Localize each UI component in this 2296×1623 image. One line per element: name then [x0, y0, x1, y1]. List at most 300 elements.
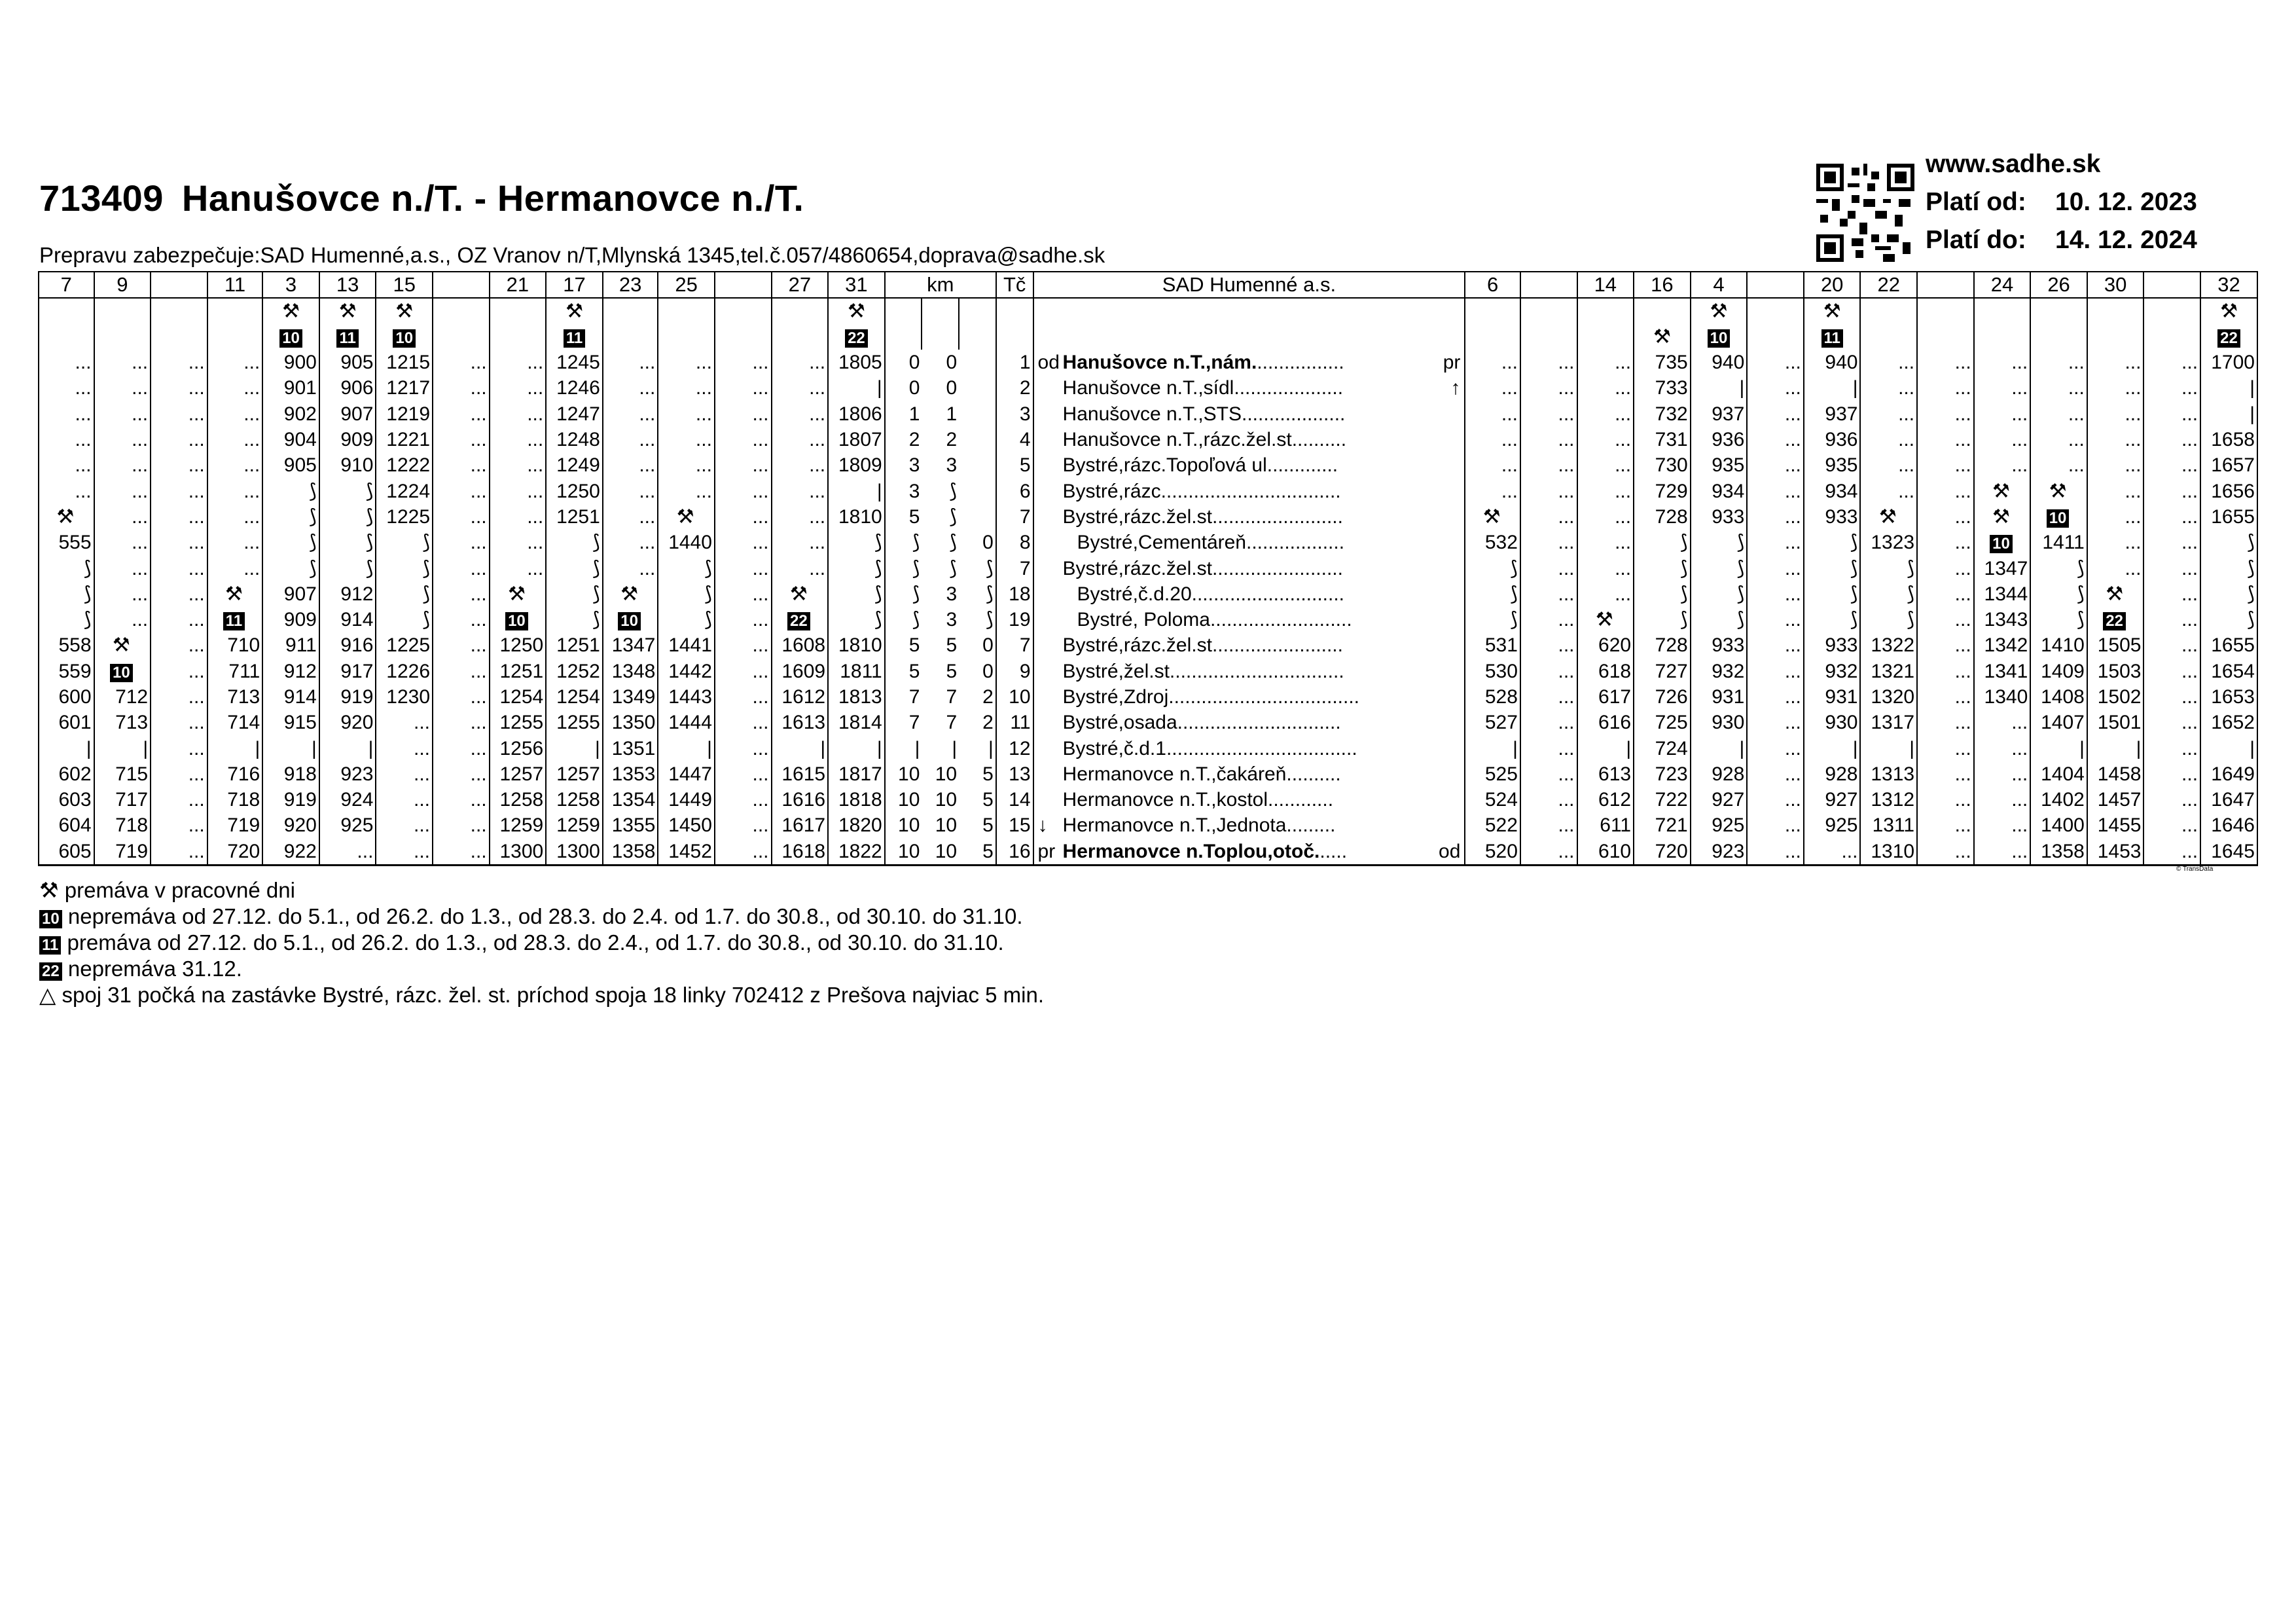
departure-time: ⟆ [1804, 555, 1861, 581]
departure-time: | [1465, 735, 1520, 761]
legend-item [39, 903, 1044, 930]
stop-label: Bystré,Cementáreň [1077, 532, 1246, 554]
departure-time: 905 [262, 452, 319, 478]
stop-name [1033, 401, 1465, 427]
trip-number: 26 [2030, 272, 2087, 298]
departure-time: 1320 [1860, 684, 1917, 710]
departure-time: 932 [1804, 659, 1861, 684]
departure-time: ⟆ [828, 607, 885, 632]
departure-time: 720 [1634, 839, 1691, 866]
hammer-icon: ⚒ [282, 301, 300, 322]
dot-leader: ................................... [1166, 737, 1357, 759]
departure-time: 724 [1634, 735, 1691, 761]
departure-time: ... [94, 530, 151, 555]
hammer-icon: ⚒ [39, 878, 59, 902]
departure-time: 525 [1465, 761, 1520, 787]
departure-time: ... [151, 504, 207, 530]
departure-time: ... [1974, 427, 2031, 452]
departure-time: ... [1917, 812, 1974, 838]
departure-time: 610 [1577, 839, 1634, 866]
stop-label: Bystré,rázc.žel.st [1062, 505, 1212, 528]
departure-time: 558 [39, 632, 94, 658]
departure-time: 1609 [772, 659, 829, 684]
stop-name [1033, 761, 1465, 787]
departure-time: 1322 [1860, 632, 1917, 658]
page-title [39, 177, 804, 219]
departure-time: ⟆ [262, 478, 319, 503]
table-row [39, 787, 2257, 812]
departure-time: 1822 [828, 839, 885, 866]
departure-time: 722 [1634, 787, 1691, 812]
departure-time: ... [658, 478, 715, 503]
departure-time: ... [1747, 710, 1804, 735]
departure-time: 935 [1691, 452, 1748, 478]
departure-time: 1250 [490, 632, 547, 658]
departure-time: 933 [1691, 632, 1748, 658]
departure-time: 1254 [490, 684, 547, 710]
departure-time: | [94, 735, 151, 761]
line-number: 713409 [39, 177, 164, 219]
dot-leader: ........................ [1211, 557, 1343, 579]
departure-time: 1400 [2030, 812, 2087, 838]
departure-time: 604 [39, 812, 94, 838]
departure-time: ... [151, 632, 207, 658]
departure-time: ... [1520, 452, 1577, 478]
departure-time: 728 [1634, 632, 1691, 658]
departure-time: 603 [39, 787, 94, 812]
km-value: 0 [885, 350, 922, 375]
departure-time: 914 [262, 684, 319, 710]
departure-time: ... [39, 452, 94, 478]
departure-time: 934 [1691, 478, 1748, 503]
departure-time: ... [151, 812, 207, 838]
departure-time: ... [151, 401, 207, 427]
departure-time: ... [2087, 504, 2144, 530]
qr-code-icon[interactable] [1816, 164, 1914, 262]
trip-notes [715, 298, 772, 350]
departure-time: ... [715, 375, 772, 401]
trip-notes [1804, 298, 1861, 350]
table-row [39, 375, 2257, 401]
departure-time: ... [1747, 632, 1804, 658]
departure-time: 1455 [2087, 812, 2144, 838]
departure-time: 1219 [376, 401, 433, 427]
departure-time: ... [603, 504, 658, 530]
departure-time: 1505 [2087, 632, 2144, 658]
note-badge: 10 [393, 329, 416, 348]
km-value: | [952, 737, 958, 759]
departure-time: ... [1917, 787, 1974, 812]
dot-leader: ................................... [1168, 686, 1359, 708]
note-badge: 11 [336, 329, 358, 348]
departure-time: ... [715, 607, 772, 632]
departure-time: 1258 [490, 787, 547, 812]
km-value: 5 [959, 787, 996, 812]
table-row [39, 401, 2257, 427]
departure-time: ... [2087, 427, 2144, 452]
stop-name [1033, 350, 1465, 375]
departure-time: 530 [1465, 659, 1520, 684]
tc-value: 2 [996, 375, 1033, 401]
departure-time: ... [433, 452, 490, 478]
departure-time: ... [376, 839, 433, 866]
trip-notes [490, 298, 547, 350]
legend-item [39, 877, 1044, 903]
departure-time: ... [1917, 375, 1974, 401]
departure-time: 940 [1804, 350, 1861, 375]
departure-time: 928 [1691, 761, 1748, 787]
departure-time: ... [2144, 555, 2200, 581]
departure-time: 909 [319, 427, 376, 452]
departure-time [2030, 478, 2087, 503]
departure-time: ... [490, 555, 547, 581]
table-row [39, 659, 2257, 684]
stop-name [1033, 478, 1465, 503]
departure-time: 1503 [2087, 659, 2144, 684]
note-badge: 22 [787, 612, 810, 630]
departure-time: ... [1747, 761, 1804, 787]
departure-time: 600 [39, 684, 94, 710]
departure-time: 1230 [376, 684, 433, 710]
trip-number: 4 [1691, 272, 1748, 298]
departure-time [603, 607, 658, 632]
departure-time: 715 [94, 761, 151, 787]
departure-time: ... [1747, 581, 1804, 607]
departure-time: 528 [1465, 684, 1520, 710]
stop-name [1033, 452, 1465, 478]
departure-time: ... [1860, 375, 1917, 401]
km-value: 10 [922, 839, 959, 866]
departure-time [1860, 504, 1917, 530]
departure-time: ... [658, 401, 715, 427]
valid-to-label: Platí do: [1926, 226, 2026, 254]
departure-time: ... [658, 452, 715, 478]
departure-time: 1645 [2200, 839, 2257, 866]
departure-time: ... [94, 427, 151, 452]
stop-label: Hermanovce n.T.,čakáreň [1062, 763, 1287, 785]
departure-time [94, 632, 151, 658]
departure-time: 1252 [546, 659, 603, 684]
trip-notes [376, 298, 433, 350]
hammer-icon: ⚒ [225, 583, 243, 605]
departure-time: ... [1860, 401, 1917, 427]
departure-time: 1259 [546, 812, 603, 838]
stop-label: Hanušovce n.T.,sídl. [1062, 377, 1240, 399]
table-row [39, 581, 2257, 607]
departure-time: ⟆ [2200, 581, 2257, 607]
departure-time: ... [2087, 401, 2144, 427]
dot-leader: ......... [1286, 814, 1336, 837]
dot-leader: .............................. [1177, 712, 1341, 734]
departure-time: ... [772, 427, 829, 452]
route-name: Hanušovce n./T. - Hermanovce n./T. [181, 177, 804, 219]
blank-cell [996, 298, 1033, 350]
departure-time: | [2087, 735, 2144, 761]
departure-time: ⟆ [1860, 581, 1917, 607]
km-value: ⟆ [949, 532, 958, 554]
departure-time: 1810 [828, 632, 885, 658]
departure-time: 915 [262, 710, 319, 735]
departure-time: ... [1520, 581, 1577, 607]
departure-time: 620 [1577, 632, 1634, 658]
departure-time: ⟆ [376, 607, 433, 632]
departure-time: 725 [1634, 710, 1691, 735]
departure-time: ... [1747, 504, 1804, 530]
departure-time: ... [1917, 684, 1974, 710]
departure-time: ... [433, 530, 490, 555]
hammer-icon: ⚒ [1992, 480, 2010, 502]
departure-time: ... [433, 710, 490, 735]
departure-time: 522 [1465, 812, 1520, 838]
departure-time: 1323 [1860, 530, 1917, 555]
departure-time: 1443 [658, 684, 715, 710]
departure-time: ... [2144, 581, 2200, 607]
departure-time: ... [2087, 555, 2144, 581]
km-value: 2 [946, 429, 958, 451]
trip-number: 9 [94, 272, 151, 298]
departure-time [2030, 504, 2087, 530]
departure-time: 1817 [828, 761, 885, 787]
departure-time: ... [39, 350, 94, 375]
departure-time: 731 [1634, 427, 1691, 452]
trip-number [151, 272, 207, 298]
departure-time: ... [490, 350, 547, 375]
km-header: km [885, 272, 996, 298]
stop-name [1033, 839, 1465, 866]
departure-time: ... [207, 427, 263, 452]
km-value: 10 [935, 814, 958, 837]
departure-time: ... [603, 350, 658, 375]
departure-time: 936 [1804, 427, 1861, 452]
trip-notes [262, 298, 319, 350]
departure-time: ⟆ [658, 581, 715, 607]
departure-time: ... [1917, 632, 1974, 658]
departure-time: 933 [1691, 504, 1748, 530]
departure-time: ... [39, 401, 94, 427]
km-value: ⟆ [885, 530, 922, 555]
stop-label: Hermanovce n.Toplou,otoč. [1062, 840, 1320, 862]
table-row [39, 504, 2257, 530]
departure-time: ... [490, 401, 547, 427]
trip-number: 22 [1860, 272, 1917, 298]
trip-number: 16 [1634, 272, 1691, 298]
departure-time: ... [2144, 350, 2200, 375]
dot-leader: ......... [1297, 429, 1347, 451]
departure-time: ... [715, 401, 772, 427]
dot-leader: ................ [1257, 352, 1344, 374]
departure-time: ⟆ [1691, 581, 1748, 607]
departure-time: 1256 [490, 735, 547, 761]
departure-time: 910 [319, 452, 376, 478]
departure-time: ... [376, 812, 433, 838]
note-badge: 22 [2217, 329, 2240, 348]
stop-label: Bystré,č.d.1 [1062, 737, 1166, 759]
od-marker: ↓ [1037, 814, 1048, 837]
departure-time: ⟆ [2200, 555, 2257, 581]
departure-time: 611 [1577, 812, 1634, 838]
tc-value: 7 [996, 632, 1033, 658]
departure-time: 1248 [546, 427, 603, 452]
departure-time: ... [2144, 504, 2200, 530]
departure-time: 930 [1804, 710, 1861, 735]
departure-time: ⟆ [2030, 607, 2087, 632]
km-value: ⟆ [959, 607, 996, 632]
departure-time: 925 [319, 812, 376, 838]
note-badge: 22 [39, 962, 62, 981]
departure-time: ⟆ [1691, 530, 1748, 555]
departure-time: 1649 [2200, 761, 2257, 787]
departure-time: ... [1520, 504, 1577, 530]
stop-label: Hanušovce n.T.,nám. [1062, 352, 1257, 374]
dot-leader: .................. [1246, 532, 1345, 554]
departure-time: ... [1520, 375, 1577, 401]
departure-time: 909 [262, 607, 319, 632]
departure-time: 1700 [2200, 350, 2257, 375]
departure-time: ... [1577, 478, 1634, 503]
departure-time: ⟆ [828, 530, 885, 555]
departure-time: 531 [1465, 632, 1520, 658]
trip-notes [1747, 298, 1804, 350]
departure-time: ... [1917, 452, 1974, 478]
operator-info: Prepravu zabezpečuje:SAD Humenné,a.s., OZ Vranov n/T,Mlynská 1345,tel.č.057/4860654,doprava@sadhe.sk [39, 243, 1105, 267]
km-value: 5 [885, 632, 922, 658]
departure-time: 1805 [828, 350, 885, 375]
departure-time: ... [151, 375, 207, 401]
departure-time: 1818 [828, 787, 885, 812]
departure-time: | [772, 735, 829, 761]
km-value: 1 [946, 403, 958, 425]
trip-notes [151, 298, 207, 350]
departure-time: ... [2144, 478, 2200, 503]
departure-time: ... [1860, 478, 1917, 503]
departure-time: 1657 [2200, 452, 2257, 478]
departure-time: ... [39, 478, 94, 503]
departure-time: ⟆ [376, 555, 433, 581]
departure-time [94, 659, 151, 684]
hammer-icon: ⚒ [507, 583, 526, 605]
departure-time: ... [2144, 812, 2200, 838]
trip-notes [1634, 298, 1691, 350]
departure-time: 1341 [1974, 659, 2031, 684]
departure-time: 1652 [2200, 710, 2257, 735]
departure-time: 1501 [2087, 710, 2144, 735]
departure-time: 524 [1465, 787, 1520, 812]
departure-time: 1250 [546, 478, 603, 503]
departure-time: ... [1917, 530, 1974, 555]
note-badge: 10 [618, 612, 641, 630]
km-value: 2 [959, 684, 996, 710]
tc-value: 4 [996, 427, 1033, 452]
departure-time [490, 607, 547, 632]
departure-time: ... [1747, 839, 1804, 866]
departure-time: 933 [1804, 504, 1861, 530]
tc-value: 16 [996, 839, 1033, 866]
legend-text: premáva v pracovné dni [58, 878, 295, 902]
departure-time: ... [1747, 607, 1804, 632]
departure-time: | [2200, 735, 2257, 761]
departure-time: ... [94, 478, 151, 503]
trip-number: 11 [207, 272, 263, 298]
departure-time: ... [1577, 427, 1634, 452]
departure-time: 1226 [376, 659, 433, 684]
departure-time: ... [1747, 555, 1804, 581]
departure-time: 1225 [376, 504, 433, 530]
departure-time: 925 [1691, 812, 1748, 838]
departure-time: ⟆ [39, 555, 94, 581]
legend-item [39, 930, 1044, 956]
trip-number: 27 [772, 272, 829, 298]
departure-time: ... [603, 555, 658, 581]
departure-time: ... [207, 504, 263, 530]
departure-time: 1653 [2200, 684, 2257, 710]
departure-time: 1440 [658, 530, 715, 555]
trip-notes [1691, 298, 1748, 350]
km-value: 5 [946, 634, 958, 657]
trip-notes [603, 298, 658, 350]
departure-time: ... [1974, 787, 2031, 812]
departure-time: ... [1804, 839, 1861, 866]
trip-notes [1465, 298, 1520, 350]
departure-time: 912 [319, 581, 376, 607]
departure-time: ... [151, 684, 207, 710]
departure-time: ... [1520, 607, 1577, 632]
validity-block [1926, 145, 2197, 259]
departure-time: ... [715, 350, 772, 375]
departure-time: ... [94, 375, 151, 401]
departure-time: 920 [262, 812, 319, 838]
departure-time: ... [433, 684, 490, 710]
departure-time: 1259 [490, 812, 547, 838]
trip-notes [94, 298, 151, 350]
departure-time: 718 [94, 812, 151, 838]
departure-time: 735 [1634, 350, 1691, 375]
km-value: 5 [946, 660, 958, 682]
departure-time: ... [39, 375, 94, 401]
departure-time: 1409 [2030, 659, 2087, 684]
departure-time: ... [772, 401, 829, 427]
departure-time: 911 [262, 632, 319, 658]
departure-time: ... [2144, 375, 2200, 401]
hammer-icon: ⚒ [620, 583, 639, 605]
stop-label: Bystré,rázc.žel.st [1062, 557, 1212, 579]
departure-time: ... [151, 530, 207, 555]
trip-number: 7 [39, 272, 94, 298]
website[interactable]: www.sadhe.sk [1926, 150, 2101, 178]
trip-notes [2087, 298, 2144, 350]
departure-time: 723 [1634, 761, 1691, 787]
departure-time: ... [1974, 375, 2031, 401]
operator-header: SAD Humenné a.s. [1033, 272, 1465, 298]
km-value: 10 [935, 789, 958, 811]
departure-time: ⟆ [39, 581, 94, 607]
departure-time: ... [490, 452, 547, 478]
departure-time: 1245 [546, 350, 603, 375]
table-row [39, 761, 2257, 787]
stop-name [1033, 607, 1465, 632]
departure-time: ⟆ [262, 555, 319, 581]
note-badge: 10 [1708, 329, 1731, 348]
hammer-icon: ⚒ [1482, 505, 1501, 528]
departure-time: 937 [1691, 401, 1748, 427]
departure-time: 1224 [376, 478, 433, 503]
departure-time: 1358 [2030, 839, 2087, 866]
dot-leader: ........................ [1211, 505, 1343, 528]
departure-time: ... [2144, 659, 2200, 684]
departure-time: ... [433, 659, 490, 684]
trip-notes [2200, 298, 2257, 350]
departure-time: 719 [207, 812, 263, 838]
table-row [39, 735, 2257, 761]
